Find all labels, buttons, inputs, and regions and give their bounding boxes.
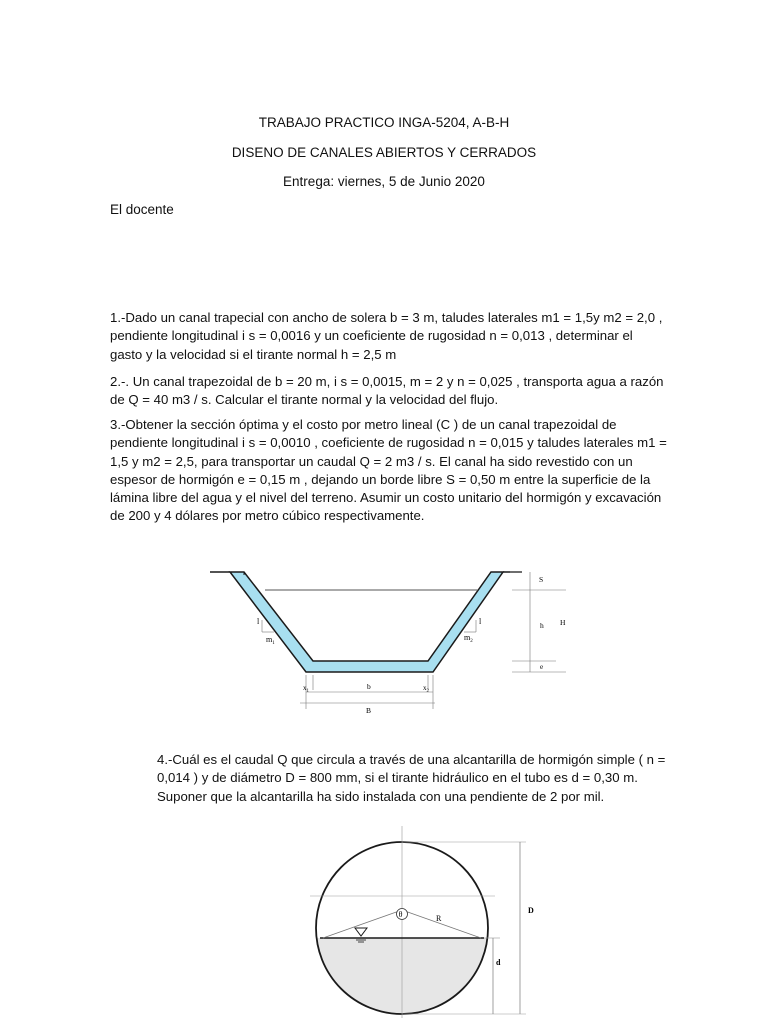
document-title: TRABAJO PRACTICO INGA-5204, A-B-H bbox=[258, 115, 510, 130]
dim-d-label: d bbox=[496, 958, 501, 967]
dim-x1-label: $x_1$ bbox=[303, 684, 309, 694]
problem-1 bbox=[110, 309, 662, 364]
dim-H-label: H bbox=[560, 618, 566, 627]
dim-b-label: b bbox=[367, 682, 371, 691]
channel-lining bbox=[230, 572, 503, 672]
problem-line: 3.-Obtener la sección óptima y el costo por metro lineal (C ) de un canal trapezoidal de bbox=[110, 417, 617, 432]
problem-line: espesor de hormigón e = 0,15 m , dejando un borde libre S = 0,50 m entre la superficie de la bbox=[110, 471, 651, 487]
problem-line: gasto y la velocidad si el tirante normal h = 2,5 m bbox=[110, 346, 397, 362]
dim-B-label: B bbox=[366, 706, 372, 715]
due-date: Entrega: viernes, 5 de Junio 2020 bbox=[283, 174, 485, 189]
problem-line: 1.-Dado un canal trapecial con ancho de solera b = 3 m, taludes laterales m1 = 1,5y m2 = 2,0 , bbox=[110, 310, 663, 325]
dim-S-label: S bbox=[539, 575, 544, 584]
problem-4 bbox=[157, 751, 665, 806]
problem-line: Suponer que la alcantarilla ha sido instalada con una pendiente de 2 por mil. bbox=[157, 788, 605, 804]
radius-line-right bbox=[402, 910, 481, 938]
dim-h-label: h bbox=[540, 621, 544, 630]
problem-line: 2.-. Un canal trapezoidal de b = 20 m, i s = 0,0015, m = 2 y n = 0,025 , transporta agua a razón bbox=[110, 374, 664, 389]
problem-line: 1,5 y m2 = 2,5, para transportar un caudal Q = 2 m3 / s. El canal ha sido revestido con un bbox=[110, 453, 633, 469]
dim-D-label: D bbox=[528, 906, 534, 915]
slope-m2-label: $m_2$ bbox=[464, 633, 473, 644]
author: El docente bbox=[110, 202, 174, 217]
slope-one-right: l bbox=[479, 617, 482, 626]
water-area bbox=[310, 938, 500, 1024]
dim-e-label: e bbox=[540, 663, 544, 671]
water-level-symbol bbox=[355, 928, 367, 936]
slope-m1-label: $m_1$ bbox=[266, 635, 275, 646]
pipe-section-figure bbox=[290, 818, 540, 1018]
problem-line: lámina libre del agua y el nivel del terreno. Asumir un costo unitario del hormigón y excavación bbox=[110, 490, 662, 506]
problem-line: pendiente longitudinal i s = 0,0010 , coeficiente de rugosidad n = 0,015 y taludes laterales m1 = bbox=[110, 435, 667, 451]
theta-label: θ bbox=[398, 910, 403, 919]
dim-x2-label: $x_2$ bbox=[423, 684, 429, 694]
problem-3 bbox=[110, 416, 667, 526]
problem-line: de Q = 40 m3 / s. Calcular el tirante normal y la velocidad del flujo. bbox=[110, 392, 499, 408]
problem-line: 4.-Cuál es el caudal Q que circula a través de una alcantarilla de hormigón simple ( n = bbox=[157, 752, 666, 767]
problem-line: pendiente longitudinal i s = 0,0016 y un coeficiente de rugosidad n = 0,013 , determinar el bbox=[110, 328, 633, 344]
slope-one-left: l bbox=[257, 617, 260, 626]
problem-line: de 200 y 4 dólares por metro cúbico respectivamente. bbox=[110, 508, 425, 524]
problem-2 bbox=[110, 373, 663, 410]
radius-label: R bbox=[436, 914, 442, 923]
document-subtitle: DISENO DE CANALES ABIERTOS Y CERRADOS bbox=[231, 145, 537, 160]
problem-line: 0,014 ) y de diámetro D = 800 mm, si el tirante hidráulico en el tubo es d = 0,30 m. bbox=[157, 770, 638, 786]
trapezoid-channel-figure bbox=[200, 562, 566, 717]
